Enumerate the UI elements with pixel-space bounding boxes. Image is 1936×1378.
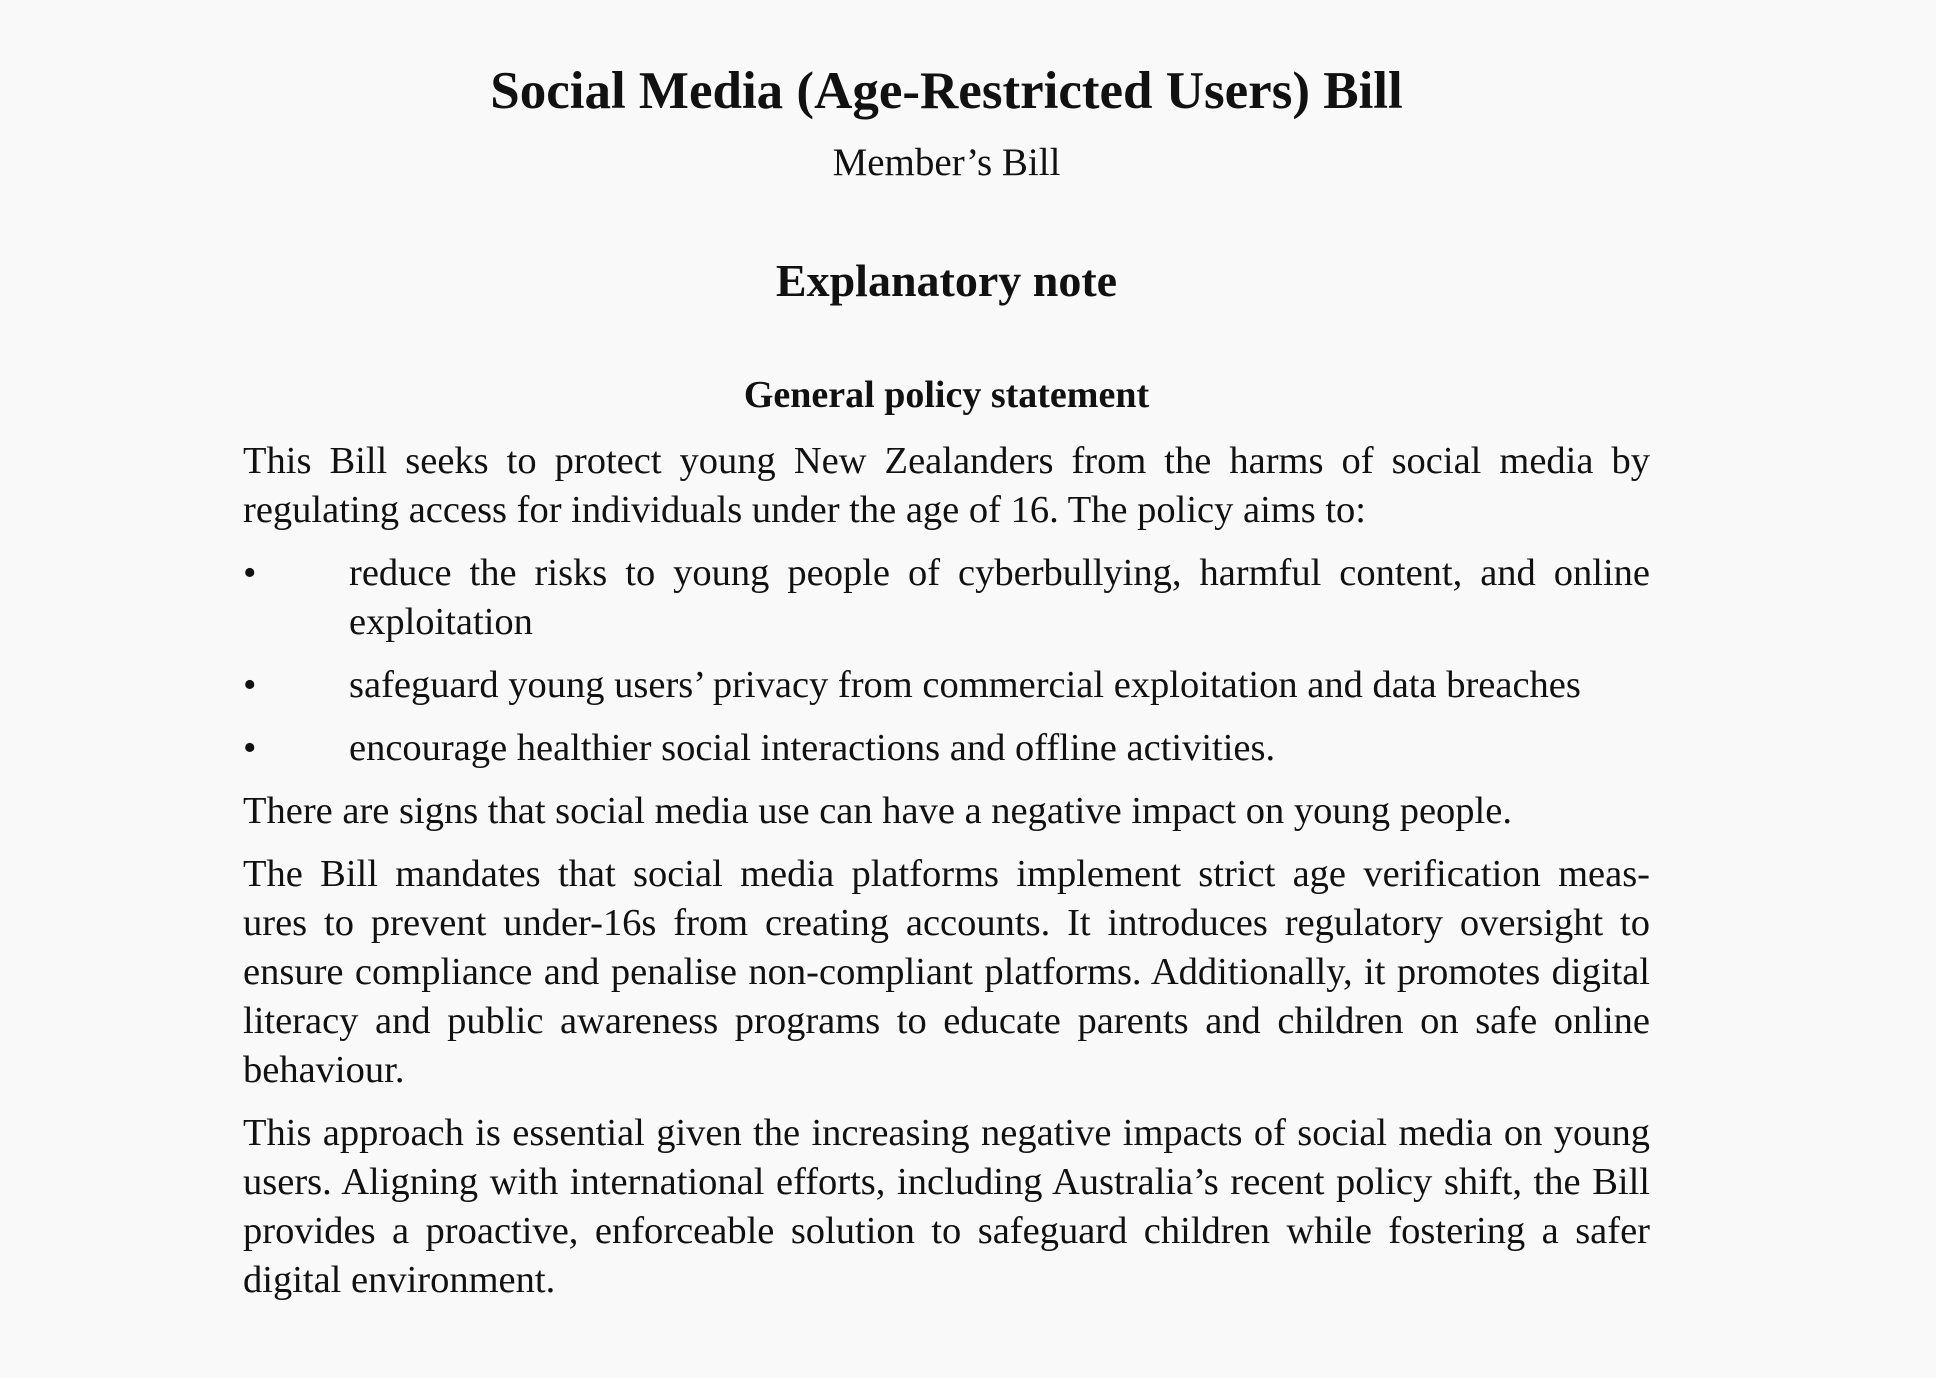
list-item (243, 549, 1650, 647)
bill-title: Social Media (Age-Restricted Users) Bill (490, 62, 1403, 120)
bullet-icon: • (243, 727, 257, 769)
list-item (243, 724, 1650, 773)
list-item-text: encourage healthier social interactions and offline activities. (349, 727, 1276, 769)
paragraph-approach: This approach is essential given the increasing negative impacts of social media on young users. Aligning with international efforts, including Australia’s recent policy shift, the Bill provides a proactive, enforceable solution to safeguard children while fostering a safer digital environment. (243, 1112, 1650, 1301)
explanatory-note-heading: Explanatory note (775, 255, 1118, 306)
bullet-icon: • (243, 552, 257, 594)
intro-paragraph: This Bill seeks to protect young New Zealanders from the harms of social media by regulating access for individuals under the age of 16. The policy aims to: (243, 440, 1650, 531)
paragraph-continuation: ures to prevent under-16s from creating accounts. It introduces regulatory oversight to ensure compliance and penalise non-compliant platforms. Additionally, it promotes digital literacy and public awareness programs to educate parents and children on safe online behaviour. (243, 902, 1650, 1091)
bill-subtitle: Member’s Bill (832, 141, 1061, 184)
policy-statement-body (243, 437, 1650, 1319)
paragraph-bill-mandates (243, 850, 1650, 1095)
policy-statement-heading: General policy statement (743, 374, 1150, 416)
policy-aims-list (243, 549, 1650, 773)
paragraph-line: The Bill mandates that social media platforms implement strict age verification meas- (243, 853, 1650, 895)
list-item-text: reduce the risks to young people of cyberbullying, harmful content, and online exploitation (349, 552, 1650, 643)
list-item (243, 661, 1650, 710)
bullet-icon: • (243, 664, 257, 706)
paragraph-negative-impact: There are signs that social media use can have a negative impact on young people. (243, 790, 1512, 832)
list-item-text: safeguard young users’ privacy from commercial exploitation and data breaches (349, 664, 1581, 706)
